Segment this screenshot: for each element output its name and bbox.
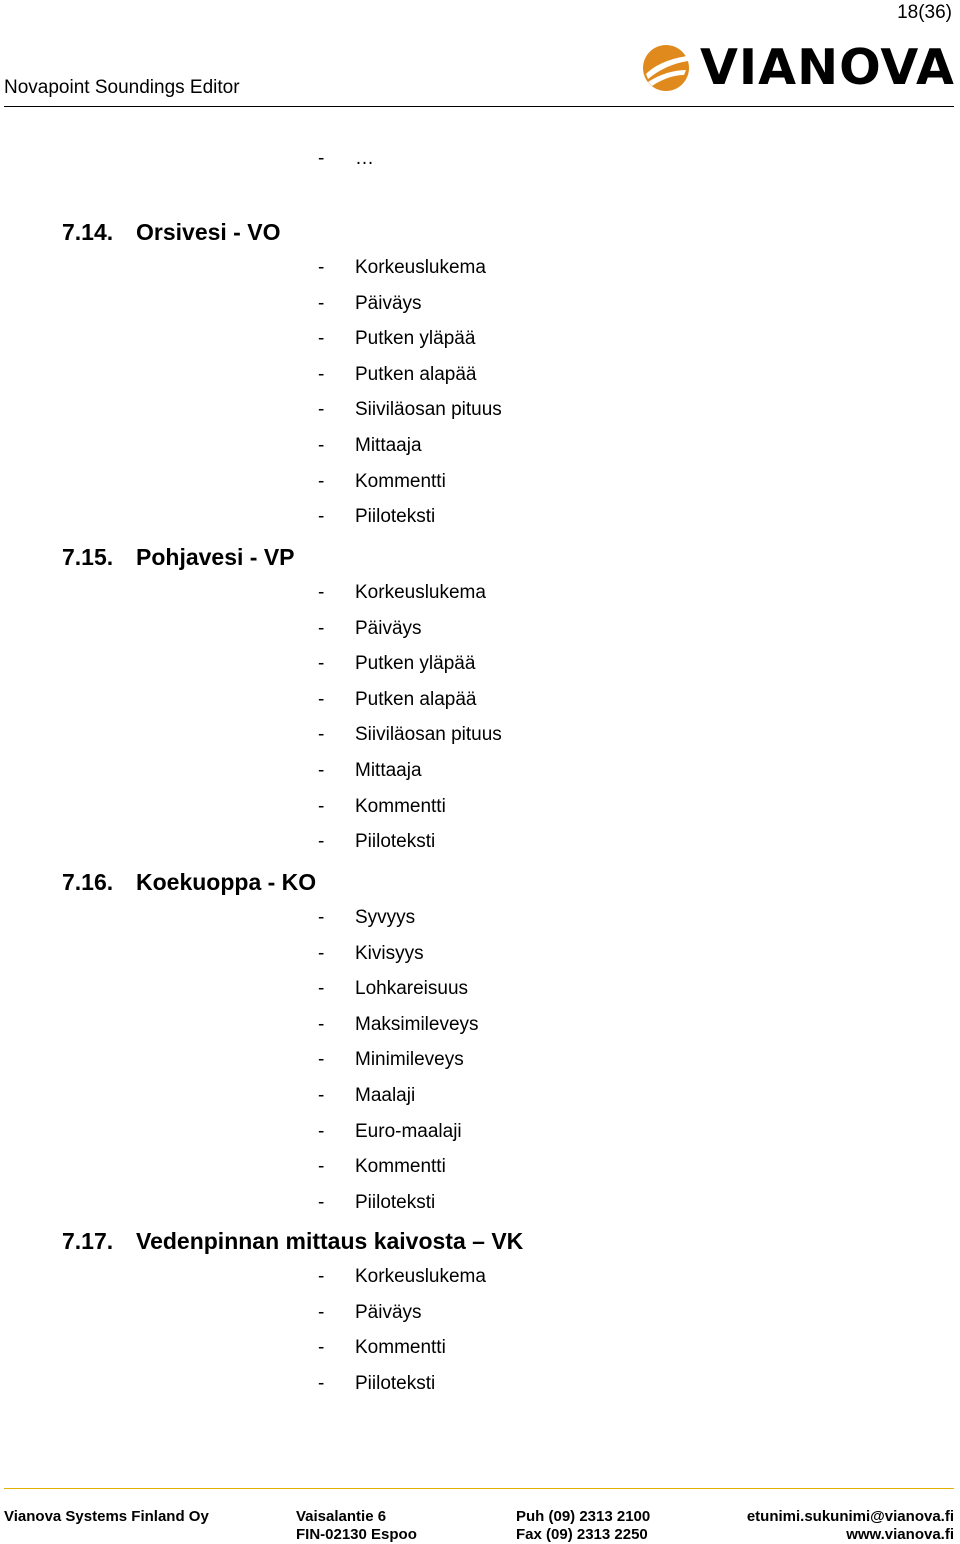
list-item-label: Mittaaja bbox=[355, 760, 422, 781]
list-item bbox=[318, 831, 435, 853]
bullet-dash: - bbox=[318, 831, 325, 852]
list-item-label: Mittaaja bbox=[355, 435, 422, 456]
section-heading bbox=[62, 869, 316, 895]
bullet-dash: - bbox=[318, 1337, 325, 1358]
list-item-label: Putken yläpää bbox=[355, 328, 476, 349]
list-item-label: Putken alapää bbox=[355, 364, 477, 385]
list-item-label: Päiväys bbox=[355, 618, 422, 639]
list-item-label: Kivisyys bbox=[355, 943, 424, 964]
bullet-dash: - bbox=[318, 760, 325, 781]
bullet-dash: - bbox=[318, 328, 325, 349]
list-item bbox=[318, 1014, 479, 1036]
list-item-label: Korkeuslukema bbox=[355, 1266, 486, 1287]
list-item-label: Piiloteksti bbox=[355, 1373, 436, 1394]
section-heading bbox=[62, 1228, 523, 1254]
list-item-label: Kommentti bbox=[355, 471, 446, 492]
vianova-logo-icon bbox=[642, 44, 690, 92]
section-number: 7.17. bbox=[62, 1228, 114, 1254]
list-item-label: Maalaji bbox=[355, 1085, 416, 1106]
bullet-dash: - bbox=[318, 1266, 325, 1287]
list-item-label: Kommentti bbox=[355, 1156, 446, 1177]
list-item bbox=[318, 618, 422, 640]
bullet-dash: - bbox=[318, 257, 325, 278]
list-item bbox=[318, 1302, 422, 1324]
page-number: 18(36) bbox=[897, 2, 952, 23]
bullet-dash: - bbox=[318, 471, 325, 492]
list-item-label: Syvyys bbox=[355, 907, 416, 928]
footer-phone: Puh (09) 2313 2100 bbox=[516, 1508, 651, 1525]
bullet-dash: - bbox=[318, 399, 325, 420]
list-item bbox=[318, 471, 446, 493]
list-item-label: Lohkareisuus bbox=[355, 978, 469, 999]
bullet-dash: - bbox=[318, 978, 325, 999]
bullet-dash: - bbox=[318, 796, 325, 817]
section-title: Koekuoppa - KO bbox=[136, 869, 317, 895]
section-number: 7.14. bbox=[62, 219, 114, 245]
bullet-dash: - bbox=[318, 435, 325, 456]
bullet-dash: - bbox=[318, 148, 325, 169]
section-title: Orsivesi - VO bbox=[136, 219, 281, 245]
bullet-dash: - bbox=[318, 943, 325, 964]
bullet-dash: - bbox=[318, 1373, 325, 1394]
list-item bbox=[318, 1121, 462, 1143]
footer-divider bbox=[4, 1488, 954, 1489]
list-item-label: … bbox=[355, 148, 374, 169]
list-item-label: Siiviläosan pituus bbox=[355, 399, 502, 420]
list-item-label: Piiloteksti bbox=[355, 1192, 436, 1213]
section-heading bbox=[62, 219, 280, 245]
footer-address-line2: FIN-02130 Espoo bbox=[296, 1526, 417, 1543]
list-item-label: Euro-maalaji bbox=[355, 1121, 462, 1142]
list-item bbox=[318, 1085, 415, 1107]
list-item-label: Putken alapää bbox=[355, 689, 477, 710]
header-divider bbox=[4, 106, 954, 107]
list-item-label: Kommentti bbox=[355, 1337, 446, 1358]
bullet-dash: - bbox=[318, 1121, 325, 1142]
list-item-label: Päiväys bbox=[355, 1302, 422, 1323]
bullet-dash: - bbox=[318, 724, 325, 745]
footer-address-line1: Vaisalantie 6 bbox=[296, 1508, 387, 1525]
list-item-label: Siiviläosan pituus bbox=[355, 724, 502, 745]
footer-fax: Fax (09) 2313 2250 bbox=[516, 1526, 648, 1543]
bullet-dash: - bbox=[318, 618, 325, 639]
bullet-dash: - bbox=[318, 1014, 325, 1035]
footer-web[interactable]: www.vianova.fi bbox=[846, 1526, 954, 1543]
list-item bbox=[318, 978, 468, 1000]
list-item bbox=[318, 653, 475, 675]
list-item bbox=[318, 148, 374, 170]
vianova-logo bbox=[642, 40, 954, 96]
section-heading bbox=[62, 544, 295, 570]
list-item bbox=[318, 257, 486, 279]
list-item bbox=[318, 689, 477, 711]
bullet-dash: - bbox=[318, 1156, 325, 1177]
list-item-label: Päiväys bbox=[355, 293, 422, 314]
section-title: Pohjavesi - VP bbox=[136, 544, 295, 570]
section-number: 7.16. bbox=[62, 869, 114, 895]
list-item bbox=[318, 399, 502, 421]
list-item-label: Korkeuslukema bbox=[355, 257, 486, 278]
list-item-label: Minimileveys bbox=[355, 1049, 464, 1070]
bullet-dash: - bbox=[318, 1049, 325, 1070]
list-item bbox=[318, 435, 422, 457]
section-number: 7.15. bbox=[62, 544, 114, 570]
bullet-dash: - bbox=[318, 582, 325, 603]
list-item bbox=[318, 1266, 486, 1288]
bullet-dash: - bbox=[318, 1085, 325, 1106]
bullet-dash: - bbox=[318, 364, 325, 385]
logo-text: VIANOVA bbox=[700, 39, 955, 96]
list-item-label: Kommentti bbox=[355, 796, 446, 817]
bullet-dash: - bbox=[318, 653, 325, 674]
list-item bbox=[318, 506, 435, 528]
list-item bbox=[318, 1373, 435, 1395]
list-item bbox=[318, 328, 475, 350]
bullet-dash: - bbox=[318, 1192, 325, 1213]
list-item bbox=[318, 1337, 446, 1359]
list-item bbox=[318, 1156, 446, 1178]
app-title: Novapoint Soundings Editor bbox=[4, 77, 240, 98]
list-item bbox=[318, 760, 422, 782]
list-item bbox=[318, 1049, 464, 1071]
list-item-label: Maksimileveys bbox=[355, 1014, 479, 1035]
list-item-label: Piiloteksti bbox=[355, 831, 436, 852]
list-item bbox=[318, 943, 424, 965]
footer-company: Vianova Systems Finland Oy bbox=[4, 1508, 209, 1525]
list-item bbox=[318, 796, 446, 818]
list-item-label: Piiloteksti bbox=[355, 506, 436, 527]
list-item bbox=[318, 1192, 435, 1214]
list-item-label: Korkeuslukema bbox=[355, 582, 486, 603]
footer-email[interactable]: etunimi.sukunimi@vianova.fi bbox=[746, 1508, 954, 1525]
list-item bbox=[318, 364, 477, 386]
list-item bbox=[318, 724, 502, 746]
list-item-label: Putken yläpää bbox=[355, 653, 476, 674]
bullet-dash: - bbox=[318, 689, 325, 710]
list-item bbox=[318, 293, 422, 315]
section-title: Vedenpinnan mittaus kaivosta – VK bbox=[136, 1228, 524, 1254]
list-item bbox=[318, 907, 415, 929]
bullet-dash: - bbox=[318, 506, 325, 527]
bullet-dash: - bbox=[318, 293, 325, 314]
bullet-dash: - bbox=[318, 907, 325, 928]
list-item bbox=[318, 582, 486, 604]
bullet-dash: - bbox=[318, 1302, 325, 1323]
